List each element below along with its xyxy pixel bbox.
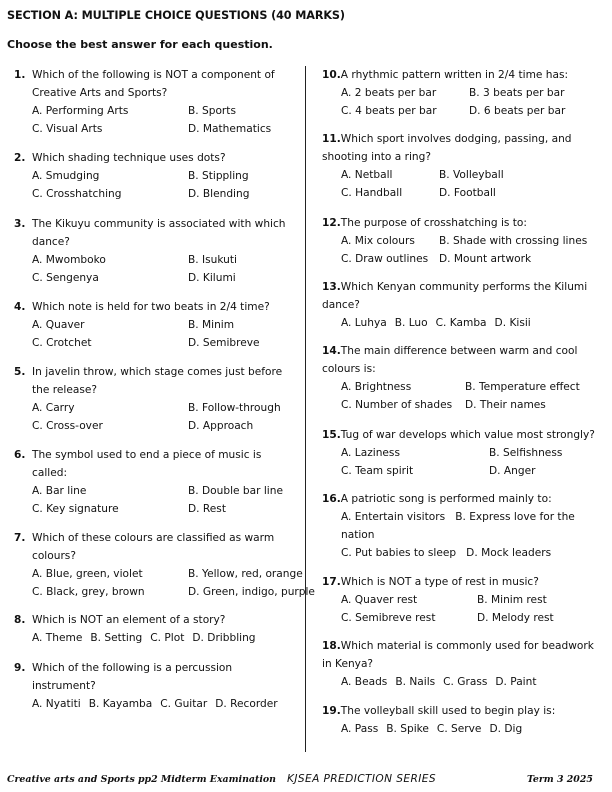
- question-11: [322, 130, 604, 202]
- question-number: 16.: [322, 493, 341, 505]
- question-text: The volleyball skill used to begin play is:: [340, 705, 556, 717]
- answer-option[interactable]: C. Number of shades: [341, 399, 453, 411]
- answer-option[interactable]: A. Netball: [341, 169, 393, 181]
- question-number: 6.: [14, 449, 26, 461]
- question-number: 5.: [14, 366, 26, 378]
- question-6: [14, 446, 296, 518]
- question-text: In javelin throw, which stage comes just before: [32, 366, 283, 378]
- answer-option[interactable]: D. Green, indigo, purple: [188, 586, 315, 598]
- answer-option[interactable]: C. Put babies to sleep D. Mock leaders: [341, 547, 552, 559]
- question-number: 19.: [322, 705, 341, 717]
- question-number: [14, 547, 32, 565]
- question-number: 18.: [322, 640, 341, 652]
- question-text: Which material is commonly used for beadwork: [340, 640, 594, 652]
- answer-option[interactable]: A. Smudging: [32, 170, 100, 182]
- answer-option[interactable]: A. Nyatiti: [32, 698, 81, 710]
- answer-option[interactable]: B. Sports: [188, 105, 236, 117]
- question-number: [14, 381, 32, 399]
- answer-option[interactable]: C. Crotchet: [32, 337, 92, 349]
- answer-option[interactable]: C. Draw outlines: [341, 253, 429, 265]
- question-text: Which of these colours are classified as warm: [32, 532, 275, 544]
- question-number: 15.: [322, 429, 341, 441]
- answer-option[interactable]: C. Key signature: [32, 503, 119, 515]
- answer-option[interactable]: B. Selfishness: [489, 447, 563, 459]
- answer-option[interactable]: A. Carry: [32, 402, 75, 414]
- question-text: Which sport involves dodging, passing, and: [340, 133, 572, 145]
- question-number: 4.: [14, 301, 26, 313]
- question-text: Which of the following is a percussion: [32, 662, 233, 674]
- answer-option[interactable]: A. Brightness: [341, 381, 412, 393]
- answer-option[interactable]: D. 6 beats per bar: [469, 105, 566, 117]
- question-number: 10.: [322, 69, 341, 81]
- question-number: 13.: [322, 281, 341, 293]
- answer-option[interactable]: B. Setting: [90, 632, 143, 644]
- answer-options: [14, 629, 296, 647]
- question-text: The symbol used to end a piece of music is: [32, 449, 262, 461]
- answer-option[interactable]: C. Cross-over: [32, 420, 103, 432]
- question-8: [14, 611, 296, 647]
- answer-option[interactable]: A. Luhya: [341, 317, 387, 329]
- answer-option[interactable]: A. Blue, green, violet: [32, 568, 143, 580]
- question-number: [14, 84, 32, 102]
- question-16: [322, 490, 604, 562]
- answer-option[interactable]: D. Dribbling: [192, 632, 256, 644]
- question-number: 8.: [14, 614, 26, 626]
- answer-options: [322, 314, 604, 332]
- answer-option[interactable]: D. Kilumi: [188, 272, 236, 284]
- question-number: 11.: [322, 133, 341, 145]
- answer-option[interactable]: D. Their names: [465, 399, 546, 411]
- answer-options: [14, 167, 296, 203]
- answer-option[interactable]: A. Quaver: [32, 319, 85, 331]
- answer-options: [322, 378, 604, 414]
- question-15: [322, 426, 604, 480]
- answer-option[interactable]: B. Stippling: [188, 170, 249, 182]
- question-19: [322, 702, 604, 738]
- answer-option[interactable]: D. Football: [439, 187, 496, 199]
- question-number: 9.: [14, 662, 26, 674]
- question-7: [14, 529, 315, 601]
- answer-option[interactable]: D. Anger: [489, 465, 536, 477]
- answer-option[interactable]: A. Pass: [341, 723, 379, 735]
- footer-term: Term 3 2025: [527, 774, 593, 785]
- answer-option[interactable]: D. Kisii: [494, 317, 531, 329]
- answer-options: [14, 399, 296, 435]
- answer-options: [322, 232, 604, 268]
- question-number: 7.: [14, 532, 26, 544]
- answer-options: [14, 102, 296, 138]
- question-text: colours is:: [322, 363, 376, 375]
- answer-option[interactable]: C. 4 beats per bar: [341, 105, 437, 117]
- question-number: [14, 233, 32, 251]
- question-text: Creative Arts and Sports?: [32, 87, 168, 99]
- answer-option[interactable]: A. Beads: [341, 676, 388, 688]
- answer-option[interactable]: C. Grass: [443, 676, 488, 688]
- answer-option[interactable]: B. Volleyball: [439, 169, 504, 181]
- answer-option[interactable]: B. Minim: [188, 319, 235, 331]
- footer-left: Creative arts and Sports pp2 Midterm Examination: [7, 774, 276, 785]
- question-17: [322, 573, 604, 627]
- answer-option[interactable]: C. Serve: [436, 723, 482, 735]
- answer-option[interactable]: B. Shade with crossing lines: [439, 235, 588, 247]
- question-text: Which shading technique uses dots?: [32, 152, 226, 164]
- question-text: Which is NOT a type of rest in music?: [340, 576, 539, 588]
- answer-option[interactable]: D. Dig: [489, 723, 523, 735]
- answer-option[interactable]: B. Luo: [394, 317, 428, 329]
- answer-option[interactable]: B. 3 beats per bar: [469, 87, 565, 99]
- answer-option[interactable]: A. 2 beats per bar: [341, 87, 437, 99]
- answer-option[interactable]: A. Quaver rest: [341, 594, 418, 606]
- question-text: A patriotic song is performed mainly to:: [340, 493, 552, 505]
- question-5: [14, 363, 296, 435]
- answer-option[interactable]: B. Temperature effect: [465, 381, 580, 393]
- answer-option[interactable]: B. Follow-through: [188, 402, 281, 414]
- question-3: [14, 215, 296, 287]
- question-text: called:: [32, 467, 68, 479]
- question-number: 1.: [14, 69, 26, 81]
- section-title: SECTION A: MULTIPLE CHOICE QUESTIONS (40 MARKS): [7, 9, 345, 22]
- answer-option[interactable]: C. Kamba: [435, 317, 487, 329]
- question-text: in Kenya?: [322, 658, 374, 670]
- answer-option[interactable]: A. Performing Arts: [32, 105, 129, 117]
- answer-option[interactable]: C. Plot: [150, 632, 185, 644]
- answer-options: [14, 251, 296, 287]
- answer-option[interactable]: C. Sengenya: [32, 272, 99, 284]
- question-number: 14.: [322, 345, 341, 357]
- answer-options: [14, 316, 296, 352]
- question-text: dance?: [322, 299, 360, 311]
- answer-option[interactable]: D. Semibreve: [188, 337, 260, 349]
- question-18: [322, 637, 604, 691]
- answer-option[interactable]: C. Crosshatching: [32, 188, 122, 200]
- answer-options: [322, 84, 604, 120]
- question-text: Which note is held for two beats in 2/4 time?: [32, 301, 270, 313]
- answer-option[interactable]: B. Minim rest: [477, 594, 547, 606]
- question-number: 17.: [322, 576, 341, 588]
- question-number: [14, 677, 32, 695]
- answer-options: [322, 720, 604, 738]
- answer-option[interactable]: D. Recorder: [215, 698, 278, 710]
- question-text: the release?: [32, 384, 98, 396]
- answer-option[interactable]: A. Bar line: [32, 485, 87, 497]
- answer-option[interactable]: C. Guitar: [160, 698, 208, 710]
- answer-option[interactable]: A. Theme: [32, 632, 83, 644]
- question-text: Tug of war develops which value most strongly?: [340, 429, 595, 441]
- question-9: [14, 659, 296, 713]
- question-text: The Kikuyu community is associated with which: [32, 218, 286, 230]
- column-divider: [305, 66, 306, 752]
- answer-option[interactable]: A. Mwomboko: [32, 254, 106, 266]
- answer-options: [322, 166, 604, 202]
- question-text: dance?: [32, 236, 70, 248]
- question-number: 12.: [322, 217, 341, 229]
- answer-options: [322, 508, 604, 562]
- question-number: [14, 464, 32, 482]
- question-text: A rhythmic pattern written in 2/4 time has:: [340, 69, 569, 81]
- question-text: The purpose of crosshatching is to:: [340, 217, 527, 229]
- instruction: Choose the best answer for each question.: [7, 38, 273, 51]
- answer-option[interactable]: B. Isukuti: [188, 254, 237, 266]
- question-10: [322, 66, 604, 120]
- question-1: [14, 66, 296, 138]
- answer-option[interactable]: D. Mount artwork: [439, 253, 532, 265]
- answer-option[interactable]: B. Nails: [395, 676, 436, 688]
- answer-option[interactable]: D. Melody rest: [477, 612, 554, 624]
- answer-option[interactable]: D. Paint: [495, 676, 537, 688]
- answer-option[interactable]: C. Handball: [341, 187, 403, 199]
- answer-option[interactable]: C. Visual Arts: [32, 123, 103, 135]
- footer: [0, 774, 612, 792]
- answer-option[interactable]: D. Blending: [188, 188, 250, 200]
- answer-option[interactable]: B. Yellow, red, orange: [188, 568, 303, 580]
- question-number: 3.: [14, 218, 26, 230]
- question-text: Which Kenyan community performs the Kilumi: [340, 281, 588, 293]
- question-text: Which is NOT an element of a story?: [32, 614, 226, 626]
- answer-options: [322, 673, 604, 691]
- answer-option[interactable]: B. Double bar line: [188, 485, 283, 497]
- answer-option[interactable]: nation: [341, 529, 375, 541]
- answer-options: [14, 565, 315, 601]
- question-text: shooting into a ring?: [322, 151, 431, 163]
- answer-option[interactable]: A. Laziness: [341, 447, 400, 459]
- answer-options: [322, 591, 604, 627]
- question-text: instrument?: [32, 680, 96, 692]
- question-13: [322, 278, 604, 332]
- question-14: [322, 342, 604, 414]
- question-2: [14, 149, 296, 203]
- answer-option[interactable]: A. Mix colours: [341, 235, 415, 247]
- answer-option[interactable]: C. Team spirit: [341, 465, 414, 477]
- question-12: [322, 214, 604, 268]
- question-text: Which of the following is NOT a component of: [32, 69, 275, 81]
- answer-options: [322, 444, 604, 480]
- answer-option[interactable]: D. Mathematics: [188, 123, 272, 135]
- question-number: 2.: [14, 152, 26, 164]
- answer-option[interactable]: C. Black, grey, brown: [32, 586, 145, 598]
- answer-option[interactable]: D. Rest: [188, 503, 226, 515]
- question-text: The main difference between warm and cool: [340, 345, 578, 357]
- question-4: [14, 298, 296, 352]
- answer-option[interactable]: D. Approach: [188, 420, 254, 432]
- answer-option[interactable]: B. Kayamba: [88, 698, 153, 710]
- answer-options: [14, 482, 296, 518]
- footer-series: KJSEA PREDICTION SERIES: [287, 773, 436, 785]
- answer-option[interactable]: B. Spike: [386, 723, 429, 735]
- answer-option[interactable]: A. Entertain visitors B. Express love for the: [341, 511, 575, 523]
- answer-options: [14, 695, 296, 713]
- question-text: colours?: [32, 550, 76, 562]
- answer-option[interactable]: C. Semibreve rest: [341, 612, 436, 624]
